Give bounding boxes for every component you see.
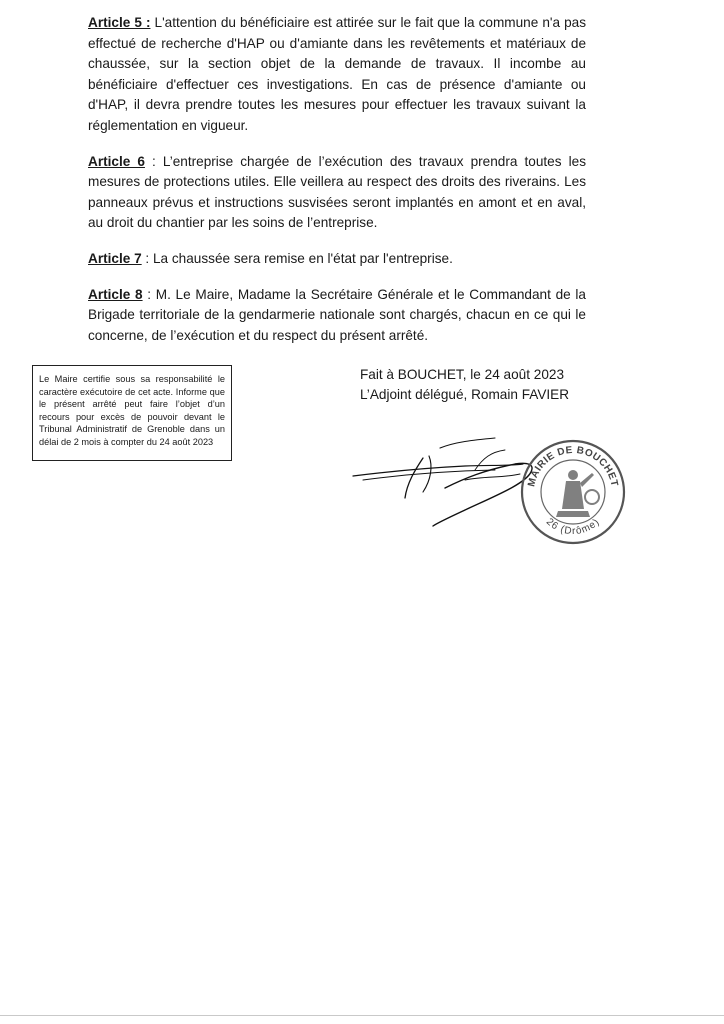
- svg-text:26 (Drôme): 26 (Drôme): [543, 516, 603, 538]
- legal-notice-box: [32, 365, 232, 461]
- article-8: [88, 285, 586, 347]
- signoff-block: [360, 365, 569, 405]
- articles-section: [88, 13, 586, 361]
- page-bottom-edge: [0, 1015, 724, 1016]
- signatory: L’Adjoint délégué, Romain FAVIER: [360, 387, 570, 402]
- article-text: : La chaussée sera remise en l'état par l'entreprise.: [141, 250, 453, 266]
- place-date: Fait à BOUCHET, le 24 août 2023: [360, 367, 565, 382]
- article-label: Article 7: [88, 250, 142, 266]
- article-7: [88, 249, 586, 270]
- article-label: Article 6: [88, 153, 145, 169]
- article-text: : M. Le Maire, Madame la Secrétaire Générale et le Commandant de la Brigade territoriale de la gendarmerie nationale sont chargés, chacun en ce qui le concerne, de l’exécution et du respect du présent arrêté.: [88, 286, 586, 343]
- article-label: Article 5 :: [88, 15, 151, 30]
- article-5: [88, 13, 586, 137]
- article-text: L'attention du bénéficiaire est attirée sur le fait que la commune n'a pas effectué de recherche d'HAP ou d'amiante dans les revêtements et matériaux de chaussée, sur la section objet de la demande de travaux. Il incombe au bénéficiaire d'effectuer ces investigations. En cas de présence d'amiante ou d'HAP, il devra prendre toutes les mesures pour effectuer les travaux suivant la réglementation en vigueur.: [88, 15, 587, 133]
- article-text: : L’entreprise chargée de l’exécution des travaux prendra toutes les mesures de protections utiles. Elle veillera au respect des droits des riverains. Les panneaux prévus et instructions susvisées seront implantés en amont et en aval, au droit du chantier par les soins de l’entreprise.: [88, 153, 586, 231]
- article-6: [88, 152, 586, 234]
- article-label: Article 8: [88, 286, 143, 302]
- handwritten-signature: [345, 428, 545, 528]
- svg-text:MAIRIE DE BOUCHET: MAIRIE DE BOUCHET: [526, 444, 620, 488]
- town-seal: [518, 437, 628, 547]
- legal-notice-text: Le Maire certifie sous sa responsabilité le caractère exécutoire de cet acte. Informe que le présent arrêté peut faire l’objet d’un recours pour excès de pouvoir devant le Tribunal Administratif de Grenoble dans un délai de 2 mois à compter du 24 août 2023: [39, 374, 225, 447]
